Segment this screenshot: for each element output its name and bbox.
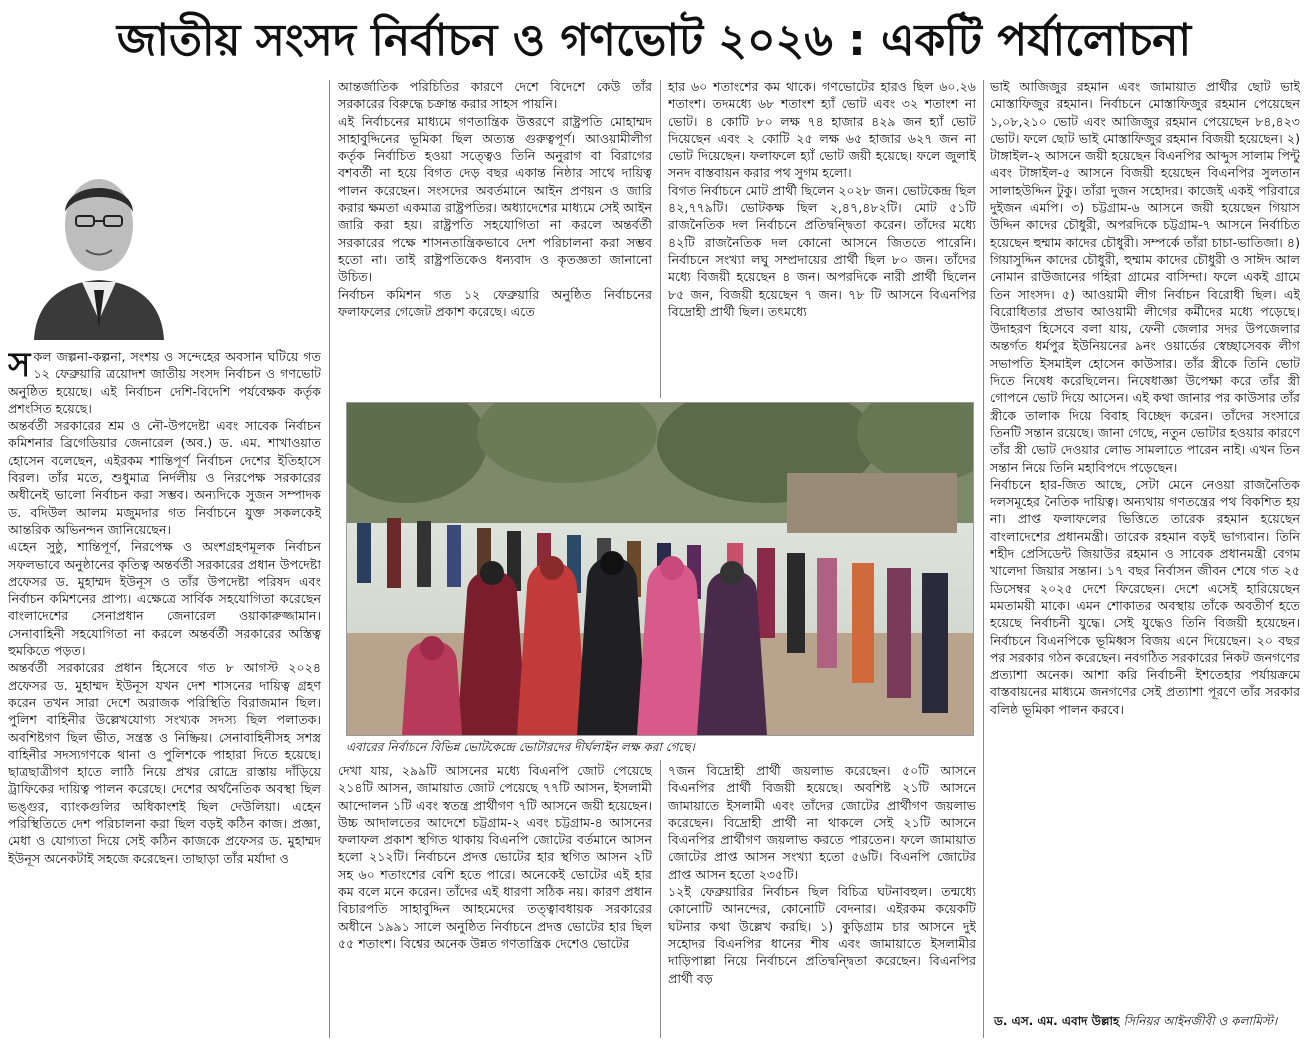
- article-column-3-top: [668, 78, 976, 394]
- article-column-2-top: [338, 78, 652, 394]
- paragraph: আন্তর্জাতিক পরিচিতির কারণে দেশে বিদেশে কেউ তাঁর সরকারের বিরুদ্ধে চক্রান্ত করার সাহস পায়নি।: [338, 79, 652, 112]
- paragraph: অন্তর্বর্তী সরকারের শ্রম ও নৌ-উপদেষ্টা এবং সাবেক নির্বাচন কমিশনার ব্রিগেডিয়ার জেনারেল (অব.) ড. এম. শাখাওয়াত হোসেন বলেছেন, এইরকম শান্তিপূর্ণ নির্বাচন দেশের ইতিহাসে বিরল। তাঁর মতে, শুধুমাত্র নির্দলীয় ও নিরপেক্ষ সরকারের অধীনেই ভালো নির্বাচন করা সম্ভব। অন্যদিকে সুজন সম্পাদক ড. বদিউল আলম মজুমদার গত নির্বাচনে যুক্ত সকলকেই আন্তরিক অভিনন্দন জানিয়েছেন।: [8, 418, 321, 537]
- column-divider: [660, 80, 661, 398]
- article-column-1: [8, 348, 321, 1034]
- paragraph: এই নির্বাচনের মাধ্যমে গণতান্ত্রিক উত্তরণে রাষ্ট্রপতি মোহাম্মদ সাহাবুদ্দিনের ভূমিকা ছিল অত্যন্ত গুরুত্বপূর্ণ। আওয়ামীলীগ কর্তৃক নির্বাচিত হওয়া সত্ত্বেও তিনি অনুরাগ বা বিরাগের বশবর্তী না হয়ে বিগত দেড় বছর একান্ত নিষ্ঠার সাথে দায়িত্ব পালন করেছেন। সংসদের অবর্তমানে আইন প্রণয়ন ও জারি করার ক্ষমতা একমাত্র রাষ্ট্রপতির। অধ্যাদেশের মাধ্যমে সেই আইন জারি করা হয়। রাষ্ট্রপতি সহযোগিতা না করলে অন্তর্বর্তী সরকারের পক্ষে শাসনতান্ত্রিকভাবে দেশ পরিচালনা করা সম্ভব হতো না। তাই রাষ্ট্রপতিকেও ধন্যবাদ ও কৃতজ্ঞতা জানানো উচিত।: [338, 113, 652, 285]
- paragraph: নির্বাচন কমিশন গত ১২ ফেব্রুয়ারি অনুষ্ঠিত নির্বাচনের ফলাফলের গেজেট প্রকাশ করেছে। এতে: [338, 286, 652, 319]
- column-divider: [660, 760, 661, 1038]
- paragraph: অন্তর্বর্তী সরকারের প্রধান হিসেবে গত ৮ আগস্ট ২০২৪ প্রফেসর ড. মুহাম্মদ ইউনূস যখন দেশ শাসনের দায়িত্ব গ্রহণ করেন তখন সারা দেশে অরাজক পরিস্থিতি বিরাজমান ছিল। পুলিশ বাহিনীর উল্লেখযোগ্য সংখ্যক সদস্য ছিল পলাতক। অবশিষ্টগণ ছিল ভীত, সন্ত্রস্ত ও নিষ্ক্রিয়। সেনাবাহিনীসহ সশস্ত্র বাহিনীর সদস্যগণকে থানা ও পুলিশকে পাহারা দিতে হয়েছে। ছাত্রছাত্রীগণ হাতে লাঠি নিয়ে প্রখর রোদ্রে রাস্তায় দাঁড়িয়ে ট্রাফিকের দায়িত্ব পালন করেছে। দেশের অর্থনৈতিক অবস্থা ছিল ভঙ্গুর, ব্যাংকগুলির অধিকাংশই ছিল দেউলিয়া। এহেন পরিস্থিতিতে দেশ পরিচালনা করা ছিল বড়ই কঠিন কাজ। প্রজ্ঞা, মেধা ও যোগ্যতা দিয়ে সেই কঠিন কাজকে প্রফেসর ড. মুহাম্মদ ইউনূস অনেকটাই সহজে করেছেন। তাছাড়া তাঁর মর্যাদা ও: [8, 660, 321, 866]
- photo-caption: এবারের নির্বাচনে বিভিন্ন ভোটকেন্দ্রে ভোটারদের দীর্ঘলাইন লক্ষ করা গেছে।: [346, 740, 695, 754]
- paragraph: হার ৬০ শতাংশের কম থাকে। গণভোটের হারও ছিল ৬০.২৬ শতাংশ। তদমধ্যে ৬৮ শতাংশ হ্যাঁ ভোট এবং ৩২ শতাংশ না ভোট। ৪ কোটি ৮০ লক্ষ ৭৪ হাজার ৪২৯ জন হ্যাঁ ভোট দিয়েছেন এবং ২ কোটি ২৫ লক্ষ ৬৫ হাজার ৬২৭ জন না ভোট দিয়েছেন। ফলাফলে হ্যাঁ ভোট জয়ী হয়েছে। ফলে জুলাই সনদ বাস্তবায়ন করার পথ সুগম হলো।: [668, 79, 976, 181]
- article-column-2-bottom: [338, 762, 652, 1034]
- paragraph: বিগত নির্বাচনে মোট প্রার্থী ছিলেন ২০২৮ জন। ভোটকেন্দ্র ছিল ৪২,৭৭৯টি। ভোটকক্ষ ছিল ২,৪৭,৪৮২টি। মোট ৫১টি রাজনৈতিক দল নির্বাচনে প্রতিদ্বন্দ্বিতা করেন। তাঁদের মধ্যে ৪২টি রাজনৈতিক দল কোনো আসনে জিততে পারেনি। নির্বাচনে সংখ্যা লঘু সম্প্রদায়ের প্রার্থী ছিল ৮০ জন। তাঁদের মধ্যে বিজয়ী হয়েছেন ৪ জন। অপরদিকে নারী প্রার্থী ছিলেন ৮৫ জন, বিজয়ী হয়েছেন ৭ জন। ৭৮ টি আসনে বিএনপির বিদ্রোহী প্রার্থী ছিল। তৎমধ্যে: [668, 182, 976, 319]
- voters-queue-photo: [346, 402, 974, 736]
- paragraph: এহেন সুষ্ঠু, শান্তিপূর্ণ, নিরপেক্ষ ও অংশগ্রহণমূলক নির্বাচন সফলভাবে অনুষ্ঠানের কৃতিত্ব অন্তর্বর্তী সরকারের প্রধান উপদেষ্টা প্রফেসর ড. মুহাম্মদ ইউনূস ও তাঁর উপদেষ্টা পরিষদ এবং নির্বাচন কমিশনের প্রাপ্য। এক্ষেত্রে সার্বিক সহযোগিতা করেছেন বাংলাদেশের সেনাপ্রধান জেনারেল ওয়াকারুজ্জামান। সেনাবাহিনী সহযোগিতা না করলে অন্তর্বর্তী সরকারের অস্তিত্ব হুমকিতে পড়ত।: [8, 539, 321, 659]
- paragraph: কল জল্পনা-কল্পনা, সংশয় ও সন্দেহের অবসান ঘটিয়ে গত ১২ ফেব্রুয়ারি ত্রয়োদশ জাতীয় সংসদ নির্বাচন ও গণভোট অনুষ্ঠিত হয়েছে। এই নির্বাচন দেশি-বিদেশি পর্যবেক্ষক কর্তৃক প্রশংসিত হয়েছে।: [8, 349, 321, 416]
- article-column-3-bottom: [668, 762, 976, 1034]
- article-column-4: [990, 78, 1300, 1008]
- author-portrait: [24, 150, 174, 340]
- author-byline: [994, 1012, 1300, 1030]
- dropcap: স: [8, 348, 31, 385]
- paragraph: ৭জন বিদ্রোহী প্রার্থী জয়লাভ করেছেন। ৫০টি আসনে বিএনপির প্রার্থী বিজয়ী হয়েছে। অবশিষ্ট ২১টি আসনে জামায়াতে ইসলামী এবং তাঁদের জোটের প্রার্থীগণ জয়লাভ করেছেন। বিদ্রোহী প্রার্থী না থাকলে সেই ২১টি আসনে বিএনপির প্রার্থীগণ জয়লাভ করতে পারতেন। ফলে জামায়াত জোটের প্রাপ্ত আসন সংখ্যা হতো ৫৬টি। বিএনপি জোটের প্রাপ্ত আসন হতো ২৩৫টি।: [668, 763, 976, 882]
- author-role: সিনিয়র আইনজীবী ও কলামিস্ট।: [1123, 1014, 1278, 1028]
- author-name: ড. এস. এম. এবাদ উল্লাহ: [994, 1014, 1120, 1028]
- paragraph: ভাই আজিজুর রহমান এবং জামায়াত প্রার্থীর ছোট ভাই মোস্তাফিজুর রহমান। নির্বাচনে মোস্তাফিজুর রহমান পেয়েছেন ১,০৮,২১০ ভোট এবং আজিজুর রহমান পেয়েছেন ৮৪,৪২৩ ভোট। ফলে ছোট ভাই মোস্তাফিজুর রহমান বিজয়ী হয়েছেন। ২) টাঙ্গাইল-২ আসনে জয়ী হয়েছেন বিএনপির আব্দুস সালাম পিন্টু এবং টাঙ্গাইল-৫ আসনে বিজয়ী হয়েছেন বিএনপির সুলতান সালাহউদ্দিন টুকু। তাঁরা দুজন সহোদর। কাজেই একই পরিবারে দুইজন এমপি। ৩) চট্টগ্রাম-৬ আসনে জয়ী হয়েছেন গিয়াস উদ্দিন কাদের চৌধুরী, অপরদিকে চট্টগ্রাম-৭ আসনে নির্বাচিত হয়েছেন হুম্মাম কাদের চৌধুরী। সম্পর্কে তাঁরা চাচা-ভাতিজা। ৪) গিয়াসুদ্দিন কাদের চৌধুরী, হুম্মাম কাদের চৌধুরী ও সাঈদ আল নোমান রাউজানের গহিরা গ্রামের বাসিন্দা। ফলে একই গ্রামে তিন সাংসদ। ৫) আওয়ামী লীগ নির্বাচন বিরোধী ছিল। এই বিরোধিতার প্রভাব আওয়ামী লীগের কর্মীদের মধ্যে পড়েছে। উদাহরণ হিসেবে বলা যায়, ফেনী জেলার সদর উপজেলার অন্তর্গত ধর্মপুর ইউনিয়নের ৯নং ওয়ার্ডের স্বেচ্ছাসেবক লীগ সভাপতি ইসমাইল হোসেন কাউসার। তাঁর স্ত্রীকে তিনি ভোট দিতে নিষেধ করেছিলেন। নিষেধাজ্ঞা উপেক্ষা করে তাঁর স্ত্রী গোপনে ভোট দিয়ে আসেন। এই কথা জানার পর কাউসার তাঁর স্ত্রীকে তালাক দিয়ে বিবাহ বিচ্ছেদ করেন। তাঁদের সংসারে তিনটি সন্তান রয়েছে। জানা গেছে, নতুন ভোটার হওয়ার কারণে তাঁর স্ত্রী ভোট দেওয়ার লোভ সামলাতে পারেন নাই। এখন তিন সন্তান নিয়ে তিনি মহাবিপদে পড়েছেন।: [990, 79, 1300, 475]
- column-divider: [983, 80, 984, 1038]
- paragraph: নির্বাচনে হার-জিত আছে, সেটা মেনে নেওয়া রাজনৈতিক দলসমূহের নৈতিক দায়িত্ব। অন্যথায় গণতন্ত্রের পথ বিকশিত হয় না। প্রাপ্ত ফলাফলের ভিত্তিতে তারেক রহমান হয়েছেন বাংলাদেশের প্রধানমন্ত্রী। তারেক রহমান বড়ই ভাগ্যবান। তিনি শহীদ প্রেসিডেন্ট জিয়াউর রহমান ও সাবেক প্রধানমন্ত্রী বেগম খালেদা জিয়ার সন্তান। ১৭ বছর নির্বাসন জীবন শেষে গত ২৫ ডিসেম্বর ২০২৫ দেশে ফিরেছেন। দেশে এসেই হারিয়েছেন মমতাময়ী মাকে। এমন শোকাতর অবস্থায় তাঁকে অবতীর্ণ হতে হয়েছে নির্বাচনী যুদ্ধে। সেই যুদ্ধেও তিনি বিজয়ী হয়েছেন। নির্বাচনে বিএনপিকে ভূমিধ্বস বিজয় এনে দিয়েছেন। ২০ বছর পর সরকার গঠন করেছেন। নবগঠিত সরকারের নিকট জনগণের প্রত্যাশা অনেক। আশা করি নির্বাচনী ইশতেহার পর্যায়ক্রমে বাস্তবায়নের মাধ্যমে জনগণের সেই প্রত্যাশা পূরণে তাঁর সরকার বলিষ্ঠ ভূমিকা পালন করবে।: [990, 476, 1300, 717]
- column-divider: [329, 80, 330, 1038]
- paragraph: দেখা যায়, ২৯৯টি আসনের মধ্যে বিএনপি জোট পেয়েছে ২১৪টি আসন, জামায়াত জোট পেয়েছে ৭৭টি আসন, ইসলামী আন্দোলন ১টি এবং স্বতন্ত্র প্রার্থীগণ ৭টি আসনে জয়ী হয়েছেন। উচ্চ আদালতের আদেশে চট্টগ্রাম-২ এবং চট্টগ্রাম-৪ আসনের ফলাফল প্রকাশ স্থগিত থাকায় বিএনপি জোটের বর্তমানে আসন হলো ২১২টি। নির্বাচনে প্রদত্ত ভোটের হার স্থগিত আসন ২টি সহ ৬০ শতাংশের বেশি হতে পারে। অনেকেই ভোটের এই হার কম বলে মনে করেন। তাঁদের এই ধারণা সঠিক নয়। কারণ প্রধান বিচারপতি সাহাবুদ্দিন আহমেদের তত্ত্বাবধায়ক সরকারের অধীনে ১৯৯১ সালে অনুষ্ঠিত নির্বাচনে প্রদত্ত ভোটের হার ছিল ৫৫ শতাংশ। বিশ্বের অনেক উন্নত গণতান্ত্রিক দেশেও ভোটের: [338, 763, 652, 951]
- paragraph: ১২ই ফেব্রুয়ারির নির্বাচন ছিল বিচিত্র ঘটনাবহুল। তন্মধ্যে কোনোটি আনন্দের, কোনোটি বেদনার। এইরকম কয়েকটি ঘটনার কথা উল্লেখ করছি। ১) কুড়িগ্রাম চার আসনে দুই সহোদর বিএনপির ধানের শীষ এবং জামায়াতে ইসলামীর দাড়িপাল্লা নিয়ে নির্বাচনে প্রতিদ্বন্দ্বিতা করেছেন। বিএনপির প্রার্থী বড়: [668, 884, 976, 986]
- headline: জাতীয় সংসদ নির্বাচন ও গণভোট ২০২৬ : একটি পর্যালোচনা: [116, 15, 1192, 66]
